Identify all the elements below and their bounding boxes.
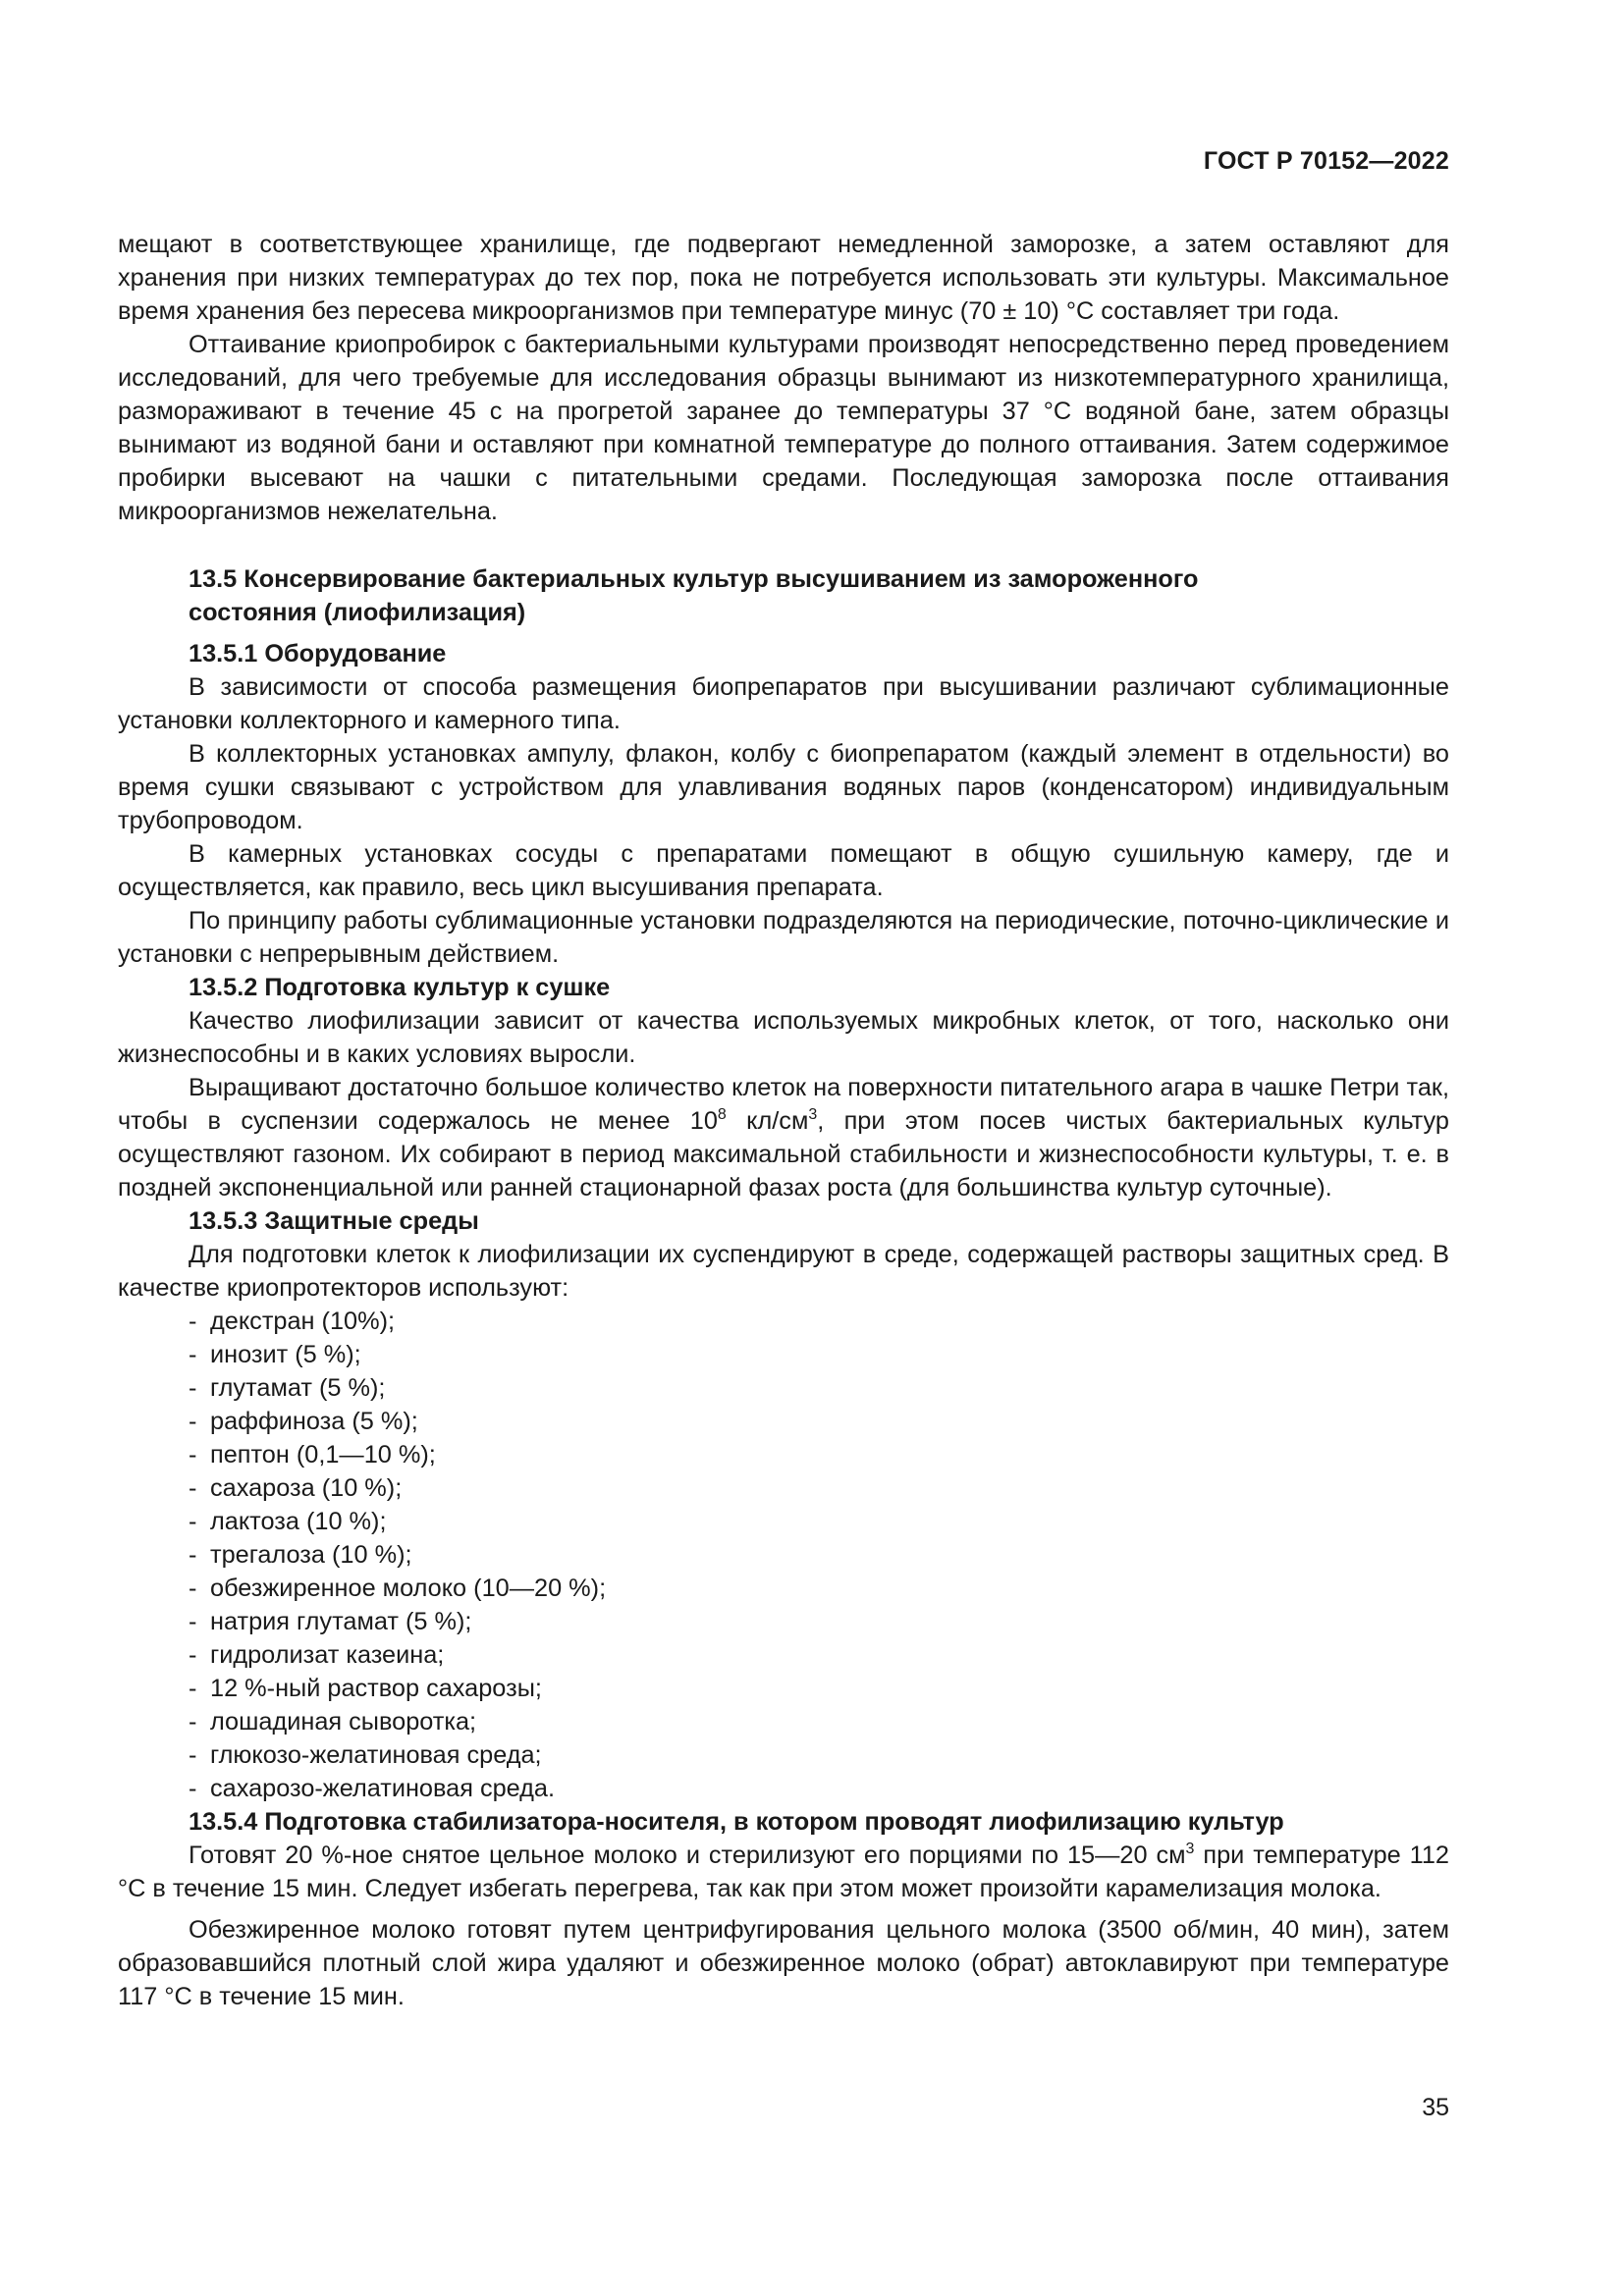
list-dash: - — [189, 1508, 197, 1535]
list-item — [189, 1605, 1449, 1638]
list-item — [189, 1505, 1449, 1538]
list-item-text: обезжиренное молоко (10—20 %); — [210, 1575, 607, 1602]
list-item-text: инозит (5 %); — [210, 1341, 361, 1368]
list-item — [189, 1471, 1449, 1505]
paragraph-text: , при этом посев чистых бактериальных культур осуществляют газоном. Их собирают в период максимальной стабильности и жизнеспособности культуры, т. е. в поздней экспоненциальной или ранней стационарной фазах роста (для большинства культур суточные). — [118, 1107, 1449, 1201]
paragraph: По принципу работы сублимационные установки подразделяются на периодические, поточно-циклические и установки с непрерывным действием. — [118, 907, 1449, 968]
list-dash: - — [189, 1408, 197, 1435]
list-item — [189, 1772, 1449, 1805]
list-item-text: раффиноза (5 %); — [210, 1408, 418, 1435]
list-dash: - — [189, 1541, 197, 1569]
paragraph-text: кл/см — [726, 1107, 809, 1135]
cryoprotectant-list — [118, 1305, 1449, 1805]
document-id-header: ГОСТ Р 70152—2022 — [1203, 147, 1449, 175]
section-heading-line: 13.5 Консервирование бактериальных культур высушиванием из замороженного — [189, 565, 1199, 593]
list-dash: - — [189, 1608, 197, 1635]
list-dash: - — [189, 1341, 197, 1368]
list-dash: - — [189, 1641, 197, 1669]
list-item — [189, 1638, 1449, 1672]
paragraph: Оттаивание криопробирок с бактериальными культурами производят непосредственно перед проведением исследований, для чего требуемые для исследования образцы вынимают из низкотемпературного хранилища, размораживают в течение 45 с на прогретой заранее до температуры 37 °С водяной бане, затем образцы вынимают из водяной бани и оставляют при комнатной температуре до полного оттаивания. Затем содержимое пробирки высевают на чашки с питательными средами. Последующая заморозка после оттаивания микроорганизмов нежелательна. — [118, 331, 1449, 525]
subsection-heading-13-5-1: 13.5.1 Оборудование — [189, 640, 447, 667]
superscript: 3 — [1185, 1841, 1195, 1857]
list-item — [189, 1305, 1449, 1338]
list-item-text: гидролизат казеина; — [210, 1641, 445, 1669]
superscript: 8 — [717, 1106, 727, 1123]
paragraph: мещают в соответствующее хранилище, где подвергают немедленной заморозке, а затем оставляют для хранения при низких температурах до тех пор, пока не потребуется использовать эти культуры. Максимальное время хранения без пересева микроорганизмов при температуре минус (70 ± 10) °С составляет три года. — [118, 231, 1449, 325]
list-item — [189, 1338, 1449, 1371]
list-item — [189, 1572, 1449, 1605]
document-body — [118, 228, 1449, 2013]
list-dash: - — [189, 1374, 197, 1402]
list-item-text: сахароза (10 %); — [210, 1474, 403, 1502]
list-dash: - — [189, 1741, 197, 1769]
section-heading-13-5 — [189, 562, 1449, 629]
list-item-text: глутамат (5 %); — [210, 1374, 386, 1402]
subsection-heading-13-5-3: 13.5.3 Защитные среды — [189, 1207, 479, 1235]
list-dash: - — [189, 1441, 197, 1468]
list-dash: - — [189, 1575, 197, 1602]
list-dash: - — [189, 1675, 197, 1702]
list-item — [189, 1672, 1449, 1705]
subsection-heading-13-5-2: 13.5.2 Подготовка культур к сушке — [189, 974, 611, 1001]
paragraph: В камерных установках сосуды с препаратами помещают в общую сушильную камеру, где и осуществляется, как правило, весь цикл высушивания препарата. — [118, 840, 1449, 901]
paragraph — [118, 1839, 1449, 1905]
list-item-text: натрия глутамат (5 %); — [210, 1608, 472, 1635]
paragraph: Обезжиренное молоко готовят путем центрифугирования цельного молока (3500 об/мин, 40 мин), затем образовавшийся плотный слой жира удаляют и обезжиренное молоко (обрат) автоклавируют при температуре 117 °С в течение 15 мин. — [118, 1916, 1449, 2010]
superscript: 3 — [808, 1106, 818, 1123]
list-item — [189, 1705, 1449, 1738]
subsection-heading-13-5-4: 13.5.4 Подготовка стабилизатора-носителя, в котором проводят лиофилизацию культур — [189, 1808, 1284, 1836]
list-dash: - — [189, 1775, 197, 1802]
list-item — [189, 1438, 1449, 1471]
paragraph — [118, 1071, 1449, 1204]
list-item-text: пептон (0,1—10 %); — [210, 1441, 436, 1468]
paragraph: В зависимости от способа размещения биопрепаратов при высушивании различают сублимационные установки коллекторного и камерного типа. — [118, 673, 1449, 734]
list-item-text: лошадиная сыворотка; — [210, 1708, 477, 1735]
list-dash: - — [189, 1474, 197, 1502]
list-dash: - — [189, 1708, 197, 1735]
section-heading-line: состояния (лиофилизация) — [189, 599, 526, 626]
page-number: 35 — [1422, 2094, 1449, 2121]
list-item-text: трегалоза (10 %); — [210, 1541, 412, 1569]
list-item — [189, 1405, 1449, 1438]
paragraph-text: Готовят 20 %-ное снятое цельное молоко и стерилизуют его порциями по 15—20 см — [189, 1842, 1186, 1869]
list-item — [189, 1738, 1449, 1772]
list-item-text: лактоза (10 %); — [210, 1508, 387, 1535]
list-item — [189, 1371, 1449, 1405]
list-item-text: глюкозо-желатиновая среда; — [210, 1741, 542, 1769]
list-item-text: декстран (10%); — [210, 1308, 396, 1335]
paragraph: В коллекторных установках ампулу, флакон, колбу с биопрепаратом (каждый элемент в отдельности) во время сушки связывают с устройством для улавливания водяных паров (конденсатором) индивидуальным трубопроводом. — [118, 740, 1449, 834]
paragraph-text: при температуре 112 °С в течение 15 мин. Следует избегать перегрева, так как при этом может произойти карамелизация молока. — [118, 1842, 1449, 1902]
paragraph: Качество лиофилизации зависит от качества используемых микробных клеток, от того, насколько они жизнеспособны и в каких условиях выросли. — [118, 1007, 1449, 1068]
paragraph-text: Выращивают достаточно большое количество клеток на поверхности питательного агара в чашке Петри так, чтобы в суспензии содержалось не менее 10 — [118, 1074, 1449, 1135]
list-item-text: сахарозо-желатиновая среда. — [210, 1775, 556, 1802]
list-item — [189, 1538, 1449, 1572]
paragraph: Для подготовки клеток к лиофилизации их суспендируют в среде, содержащей растворы защитных сред. В качестве криопротекторов используют: — [118, 1241, 1449, 1302]
list-item-text: 12 %-ный раствор сахарозы; — [210, 1675, 542, 1702]
list-dash: - — [189, 1308, 197, 1335]
